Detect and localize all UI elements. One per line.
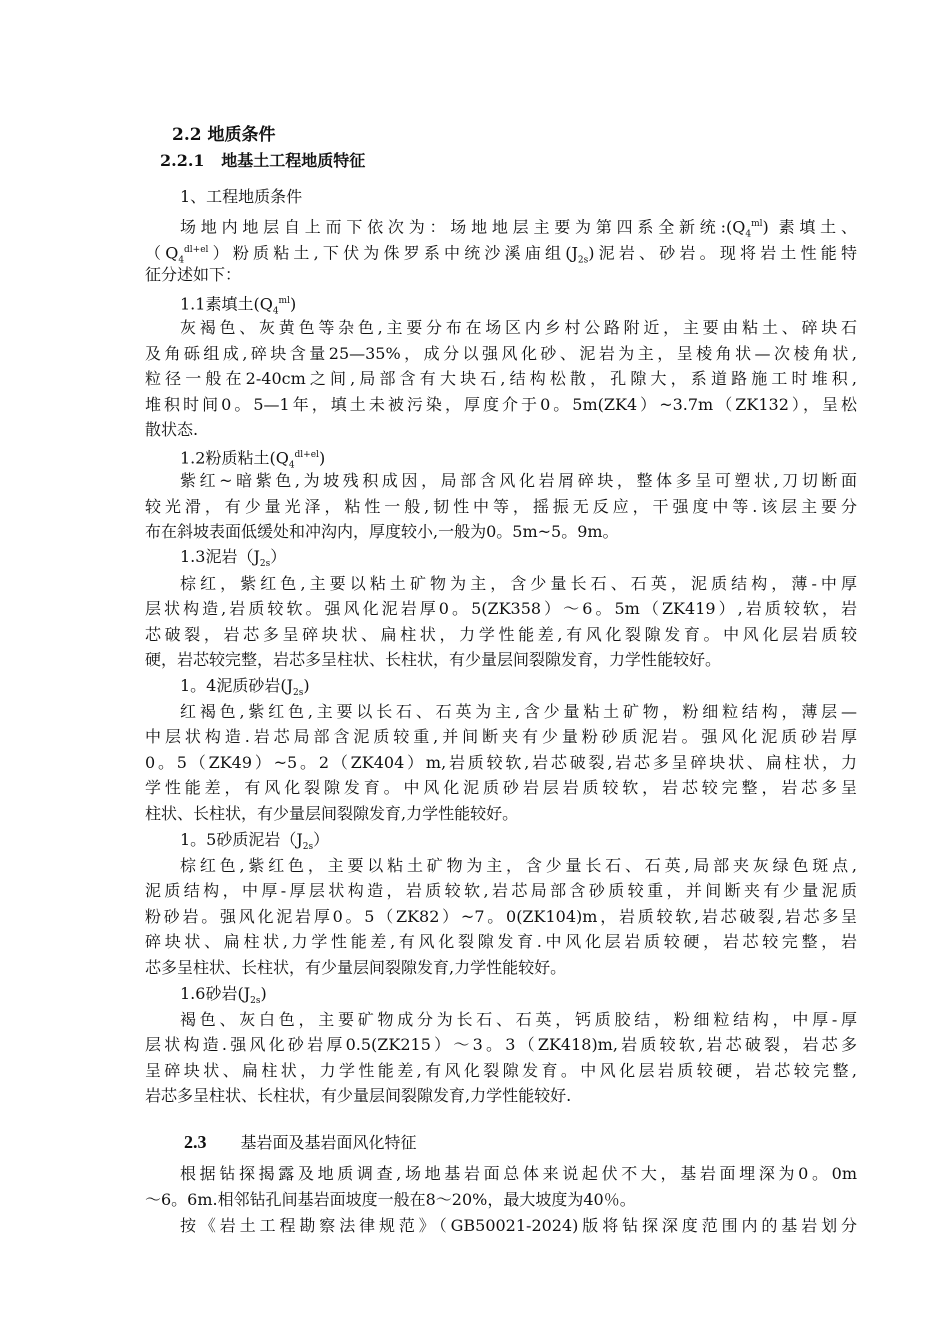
s11-line: 粒径一般在2-40cm之间,局部含有大块石,结构松散，孔隙大，系道路施工时堆积, — [145, 369, 857, 388]
s14-line: 中层状构造.岩芯局部含泥质较重,并间断夹有少量粉砂质泥岩。强风化泥质砂岩厚 — [145, 727, 857, 746]
s14-title: 1。4泥质砂岩$(J_{2s})$ — [180, 676, 310, 699]
s15-line: 泥质结构，中厚-厚层状构造，岩质较软,岩芯局部含砂质较重，并间断夹有少量泥质 — [145, 881, 857, 900]
s16-title: 1.6砂岩$(J_{2s})$ — [180, 984, 267, 1007]
s16-line: 岩芯多呈柱状、长柱状，有少量层间裂隙发育,力学性能较好. — [145, 1086, 572, 1105]
s12-line: 紫红~暗紫色,为坡残积成因，局部含风化岩屑碎块，整体多呈可塑状,刀切断面 — [180, 471, 857, 490]
s23-line: 根据钻探揭露及地质调查,场地基岩面总体来说起伏不大，基岩面埋深为0。0m — [180, 1164, 857, 1183]
s16-line: 层状构造.强风化砂岩厚0.5(ZK215）～3。3（ZK418)m,岩质较软,岩芯破裂，岩芯多 — [145, 1035, 857, 1054]
s12-line: 较光滑，有少量光泽，粘性一般,韧性中等，摇振无反应，干强度中等.该层主要分 — [145, 497, 857, 516]
s14-line: 学性能差，有风化裂隙发育。中风化泥质砂岩层岩质较软，岩芯较完整，岩芯多呈 — [145, 778, 857, 797]
s15-line: 棕红色,紫红色，主要以粘土矿物为主，含少量长石、石英,局部夹灰绿色斑点, — [180, 856, 857, 875]
s11-line: 及角砾组成,碎块含量25—35%，成分以强风化砂、泥岩为主，呈棱角状—次棱角状, — [145, 344, 857, 363]
s14-line: 柱状、长柱状，有少量层间裂隙发育,力学性能较好。 — [145, 804, 519, 823]
s13-line: 芯破裂，岩芯多呈碎块状、扁柱状，力学性能差,有风化裂隙发育。中风化层岩质较 — [145, 625, 857, 644]
heading-2-2-1-number: 2.2.1 — [160, 151, 205, 170]
s13-line: 棕红，紫红色,主要以粘土矿物为主，含少量长石、石英，泥质结构，薄-中厚 — [180, 574, 857, 593]
s16-line: 呈碎块状、扁柱状，力学性能差,有风化裂隙发育。中风化层岩质较硬，岩芯较完整, — [145, 1061, 857, 1080]
s23-line: 按《岩土工程勘察法律规范》（GB50021-2024)版将钻探深度范围内的基岩划分 — [180, 1216, 857, 1235]
heading-2-3-number: 2.3 — [184, 1132, 207, 1152]
heading-2-3-title: 基岩面及基岩面风化特征 — [240, 1133, 417, 1152]
s11-line: 散状态. — [145, 420, 199, 439]
heading-2-2-1-title: 地基土工程地质特征 — [221, 151, 366, 170]
s12-line: 布在斜坡表面低缓处和冲沟内，厚度较小,一般为0。5m~5。9m。 — [145, 522, 619, 541]
s11-line: 灰褐色、灰黄色等杂色,主要分布在场区内乡村公路附近，主要由粘土、碎块石 — [180, 318, 857, 337]
s23-line: ～6。6m.相邻钻孔间基岩面坡度一般在8～20%，最大坡度为40％。 — [145, 1190, 636, 1209]
s11-line: 堆积时间0。5—1年，填土未被污染，厚度介于0。5m(ZK4）~3.7m（ZK132），呈松 — [145, 395, 857, 414]
heading-2-3 — [184, 1130, 417, 1153]
intro-line-1: 场地内地层自上而下依次为：场地地层主要为第四系全新统$:(Q_4^{ml})$ 素填土、 — [180, 217, 857, 240]
s15-line: 碎块状、扁柱状,力学性能差,有风化裂隙发育.中风化层岩质较硬，岩芯较完整，岩 — [145, 932, 857, 951]
intro-line-2: $(Q_4^{dl+el})$粉质粘土,下伏为侏罗系中统沙溪庙组$(J_{2s})$泥岩、砂岩。现将岩土性能特 — [145, 243, 857, 266]
s15-line: 芯多呈柱状、长柱状，有少量层间裂隙发育,力学性能较好。 — [145, 958, 567, 977]
s14-line: 0。5（ZK49）~5。2（ZK404）m,岩质较软,岩芯破裂,岩芯多呈碎块状、扁柱状，力 — [145, 753, 857, 772]
s13-title: 1.3泥岩$(J_{2s})$ — [180, 547, 287, 570]
heading-2-2: 2.2 地质条件 — [172, 125, 276, 145]
s15-line: 粉砂岩。强风化泥岩厚0。5（ZK82）~7。0(ZK104)m，岩质较软,岩芯破裂,岩芯多呈 — [145, 907, 857, 926]
s14-line: 红褐色,紫红色,主要以长石、石英为主,含少量粘土矿物，粉细粒结构，薄层— — [180, 702, 857, 721]
s16-line: 褐色、灰白色，主要矿物成分为长石、石英，钙质胶结，粉细粒结构，中厚-厚 — [180, 1010, 857, 1029]
intro-line-3: 征分述如下： — [145, 265, 242, 284]
s12-title: 1.2粉质粘土$(Q_4^{dl+el})$ — [180, 448, 326, 471]
s13-line: 硬，岩芯较完整，岩芯多呈柱状、长柱状，有少量层间裂隙发育，力学性能较好。 — [145, 650, 722, 669]
heading-2-2-1 — [160, 148, 365, 171]
subheading-1: 1、工程地质条件 — [180, 187, 303, 206]
s15-title: 1。5砂质泥岩$(J_{2s})$ — [180, 830, 330, 853]
s13-line: 层状构造,岩质较软。强风化泥岩厚0。5(ZK358）～6。5m（ZK419）,岩质较软，岩 — [145, 599, 857, 618]
s11-title: 1.1素填土$(Q_4^{ml})$ — [180, 294, 297, 317]
